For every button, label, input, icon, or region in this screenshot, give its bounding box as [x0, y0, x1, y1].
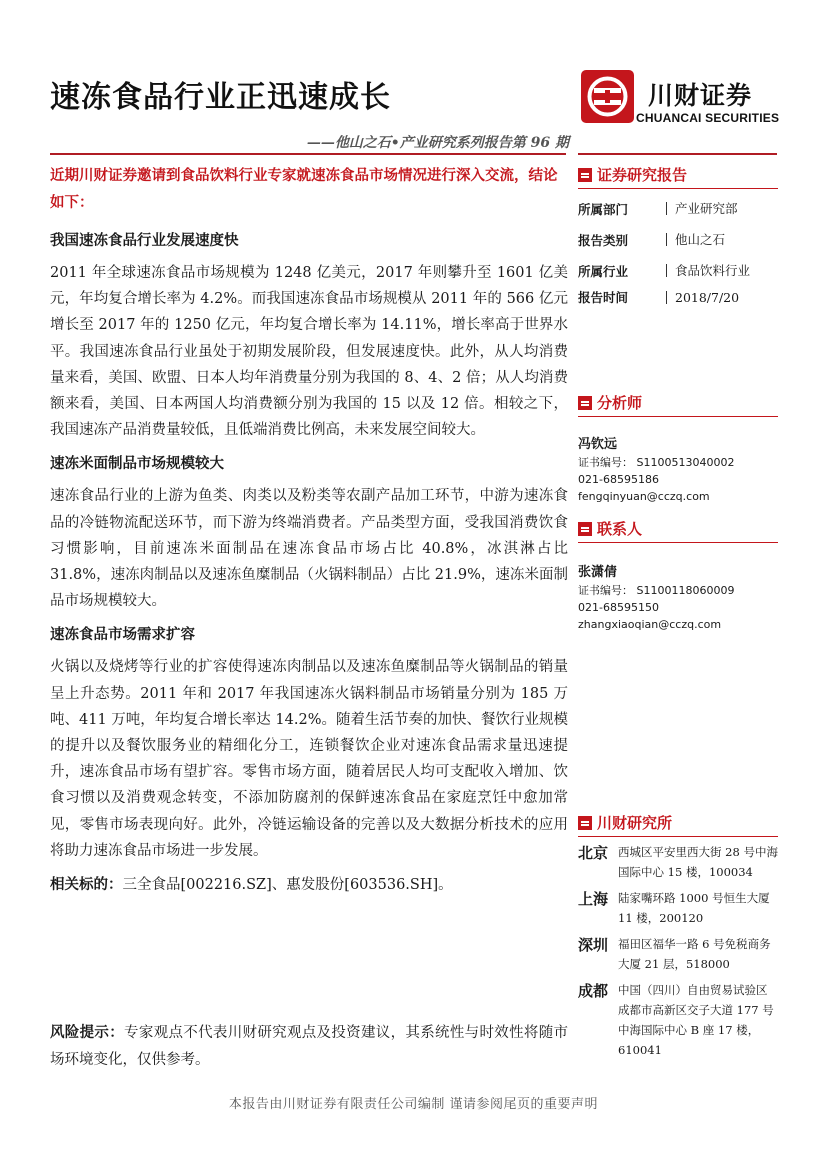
office-address: 陆家嘴环路 1000 号恒生大厦 11 楼，200120 — [618, 891, 770, 925]
sidebar-divider — [578, 416, 778, 417]
info-row — [578, 286, 778, 308]
analyst-cert: 证书编号： S1100513040002 — [578, 456, 735, 469]
analyst-name: 冯钦远 — [578, 437, 618, 452]
sidebar-analyst — [578, 392, 778, 505]
office-item — [578, 980, 778, 1060]
office-city: 深圳 — [578, 936, 609, 954]
office-item — [578, 934, 778, 974]
page-footer: 本报告由川财证券有限责任公司编制 谨请参阅尾页的重要声明 — [228, 1097, 599, 1112]
section-marker-icon — [578, 816, 592, 830]
institute-heading-text: 川财研究所 — [597, 814, 673, 832]
analyst-email[interactable]: fengqinyuan@cczq.com — [578, 490, 710, 503]
risk-label: 风险提示： — [50, 1025, 125, 1041]
info-row — [578, 255, 778, 286]
office-city: 上海 — [578, 890, 609, 908]
info-key: 所属行业 — [578, 263, 629, 279]
section-marker-icon — [578, 396, 592, 410]
risk-warning — [50, 1020, 568, 1074]
info-value: 食品饮料行业 — [666, 264, 750, 277]
contact-phone: 021-68595150 — [578, 601, 659, 614]
info-row — [578, 224, 778, 255]
contact-cert: 证书编号： S1100118060009 — [578, 584, 735, 597]
office-item — [578, 888, 778, 928]
company-name-en: CHUANCAI SECURITIES — [636, 111, 780, 125]
office-city: 成都 — [578, 982, 609, 1000]
office-address: 福田区福华一路 6 号免税商务大厦 21 层，518000 — [618, 937, 771, 971]
sidebar-institute — [578, 812, 778, 1060]
sidebar-divider — [578, 836, 778, 837]
risk-value: 专家观点不代表川财研究观点及投资建议，其系统性与时效性将随市场环境变化，仅供参考。 — [50, 1025, 568, 1068]
contact-heading — [578, 518, 778, 539]
sidebar-contact — [578, 518, 778, 633]
info-value: 2018/7/20 — [666, 291, 739, 304]
page-title: 速冻食品行业正迅速成长 — [50, 80, 391, 115]
section-marker-icon — [578, 522, 592, 536]
institute-heading — [578, 812, 778, 833]
info-key: 报告类别 — [578, 232, 629, 248]
info-value: 他山之石 — [666, 233, 725, 246]
section-body: 2011 年全球速冻食品市场规模为 1248 亿美元，2017 年则攀升至 1601 亿美元，年均复合增长率为 4.2%。而我国速冻食品市场规模从 2011 年的 566 亿元增长至 2017 年的 1250 亿元，年均复合增长率为 14.11%，增长率高于世界水平。我国速冻食品行业虽处于初期发展阶段，但发展速度快。此外，从人均消费量来看，美国、欧盟、日本人均年消费量分别为我国的 8、4、2 倍；从人均消费额来看，美国、日本两国人均消费额分别为我国的 15 以及 12 倍。相较之下，我国速冻产品消费量较低，且低端消费比例高，未来发展空间较大。 — [50, 265, 568, 439]
sidebar-divider — [578, 542, 778, 543]
office-item — [578, 842, 778, 882]
company-name: 川财证券 — [648, 81, 753, 110]
contact-heading-text: 联系人 — [597, 520, 643, 538]
intro-text: 近期川财证券邀请到食品饮料行业专家就速冻食品市场情况进行深入交流，结论如下： — [50, 167, 558, 211]
related-label: 相关标的： — [50, 877, 123, 894]
contact-name: 张潇倩 — [578, 565, 618, 580]
main-content — [50, 162, 568, 898]
analyst-heading — [578, 392, 778, 413]
sidebar-report-info — [578, 164, 778, 308]
section-heading: 速冻米面制品市场规模较大 — [50, 456, 224, 473]
contact-email[interactable]: zhangxiaoqian@cczq.com — [578, 618, 722, 631]
sidebar-divider — [578, 188, 778, 189]
header-divider-right — [578, 153, 777, 155]
related-stocks — [50, 872, 568, 898]
report-info-heading-text: 证券研究报告 — [597, 166, 688, 184]
section-body: 火锅以及烧烤等行业的扩容使得速冻肉制品以及速冻鱼糜制品等火锅制品的销量呈上升态势。2011 年和 2017 年我国速冻火锅料制品市场销量分别为 185 万吨、411 万吨，年均复合增长率达 14.2%。随着生活节奏的加快、餐饮行业规模的提升以及餐饮服务业的精细化分工，连锁餐饮企业对速冻食品需求量迅速提升，速冻食品市场有望扩容。零售市场方面，随着居民人均可支配收入增加、饮食习惯以及消费观念转变，不添加防腐剂的保鲜速冻食品在家庭烹饪中愈加常见，零售市场表现向好。此外，冷链运输设备的完善以及大数据分析技术的应用将助力速冻食品市场进一步发展。 — [50, 659, 568, 859]
office-city: 北京 — [578, 844, 609, 862]
section-heading: 我国速冻食品行业发展速度快 — [50, 233, 239, 249]
related-value: 三全食品[002216.SZ]、惠发股份[603536.SH]。 — [122, 877, 453, 894]
section-marker-icon — [578, 168, 592, 182]
info-key: 报告时间 — [578, 290, 629, 305]
info-key: 所属部门 — [578, 201, 629, 217]
office-address: 西城区平安里西大街 28 号中海国际中心 15 楼，100034 — [618, 845, 778, 879]
office-address: 中国（四川）自由贸易试验区成都市高新区交子大道 177 号中海国际中心 B 座 17 楼，610041 — [618, 983, 774, 1057]
info-row — [578, 193, 778, 224]
header-divider — [50, 153, 566, 155]
info-value: 产业研究部 — [666, 202, 738, 215]
section-body: 速冻食品行业的上游为鱼类、肉类以及粉类等农副产品加工环节，中游为速冻食品的冷链物流配送环节，而下游为终端消费者。产品类型方面，受我国消费饮食习惯影响，目前速冻米面制品在速冻食品市场占比 40.8%，冰淇淋占比 31.8%，速冻肉制品以及速冻鱼糜制品（火锅料制品）占比 21.9%，速冻米面制品市场规模较大。 — [50, 488, 568, 610]
report-series-subtitle: ——他山之石•产业研究系列报告第 96 期 — [306, 135, 569, 151]
analyst-phone: 021-68595186 — [578, 473, 659, 486]
company-logo-icon — [581, 70, 634, 123]
report-info-heading — [578, 164, 778, 185]
section-heading: 速冻食品市场需求扩容 — [50, 627, 195, 644]
analyst-heading-text: 分析师 — [597, 394, 643, 412]
